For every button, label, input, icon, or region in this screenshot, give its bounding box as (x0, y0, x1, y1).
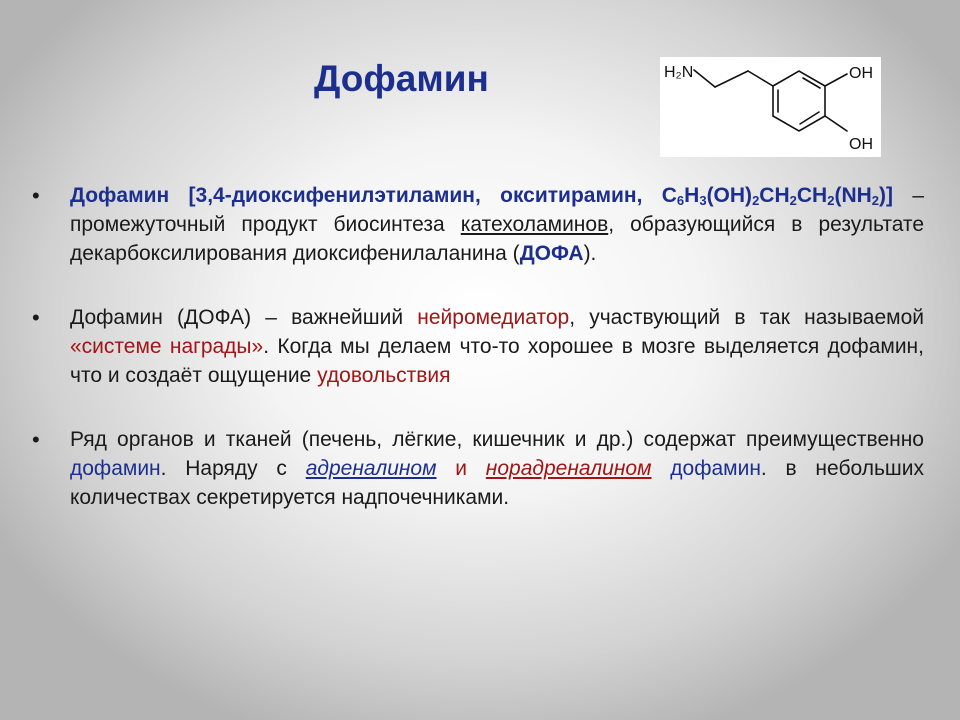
list-item (32, 181, 924, 268)
structural-formula (660, 57, 881, 157)
bullet-icon: • (32, 183, 40, 208)
oh-bottom-label: OH (849, 136, 873, 153)
page-title: Дофамин (314, 58, 489, 99)
term-dopamine: дофамин (670, 457, 761, 480)
text-segment: , образующийся в результате декарбоксилирования диоксифенилаланина ( (70, 213, 924, 265)
paragraph-definition (70, 181, 924, 268)
formula-part: H (684, 184, 700, 207)
text-segment: ). (583, 242, 597, 265)
bullet-icon: • (32, 305, 40, 330)
formula-part: (OH) (706, 184, 753, 207)
text-segment: . Наряду с (160, 457, 306, 480)
term-reward-system: «системе награды» (70, 335, 264, 358)
dash: – (893, 184, 924, 207)
term-dopa: ДОФА (519, 242, 584, 265)
formula-subscript: 2 (789, 193, 797, 208)
formula-subscript: 3 (699, 193, 707, 208)
synonyms: [3,4-диоксифенилэтиламин, окситирамин, (188, 184, 643, 207)
formula-part: CH (759, 184, 790, 207)
term-dopamine: Дофамин (70, 184, 170, 207)
formula-part: CH (796, 184, 828, 207)
chemical-formula (662, 184, 893, 207)
formula-part: C (661, 184, 677, 207)
term-pleasure: удовольствия (317, 364, 451, 387)
text-segment: промежуточный продукт биосинтеза (70, 213, 461, 236)
formula-part: )] (879, 184, 894, 207)
term-neuromediator: нейромедиатор (417, 306, 570, 329)
link-catecholamines[interactable]: катехоламинов (460, 213, 609, 236)
link-adrenaline[interactable]: адреналином (305, 457, 437, 480)
formula-subscript: 2 (827, 193, 835, 208)
list-item (32, 425, 924, 512)
text-segment: . в небольших количествах секретируется надпочечниками. (70, 457, 924, 509)
text-segment: Ряд органов и тканей (печень, лёгкие, кишечник и др.) содержат преимущественно (70, 428, 924, 451)
text-segment: , участвующий в так называемой (569, 306, 924, 329)
formula-part: (NH (834, 184, 872, 207)
link-noradrenaline[interactable]: норадреналином (485, 457, 652, 480)
term-dopamine: дофамин (70, 457, 161, 480)
paragraph-neurotransmitter (70, 303, 924, 390)
amine-label: H₂N (664, 64, 694, 81)
dopamine-structure-figure (660, 57, 881, 157)
formula-subscript: 2 (752, 193, 760, 208)
text-segment: . Когда мы делаем что-то хорошее в мозге выделяется дофамин, что и создаёт ощущение (70, 335, 924, 387)
formula-subscript: 2 (871, 193, 880, 208)
oh-top-label: OH (849, 65, 873, 82)
paragraph-organs (70, 425, 924, 512)
conjunction: и (436, 457, 486, 480)
text-segment: Дофамин (ДОФА) – важнейший (70, 306, 418, 329)
space (652, 457, 671, 480)
bullet-list (32, 181, 924, 547)
formula-subscript: 6 (676, 193, 685, 208)
list-item (32, 303, 924, 390)
bullet-icon: • (32, 427, 40, 452)
